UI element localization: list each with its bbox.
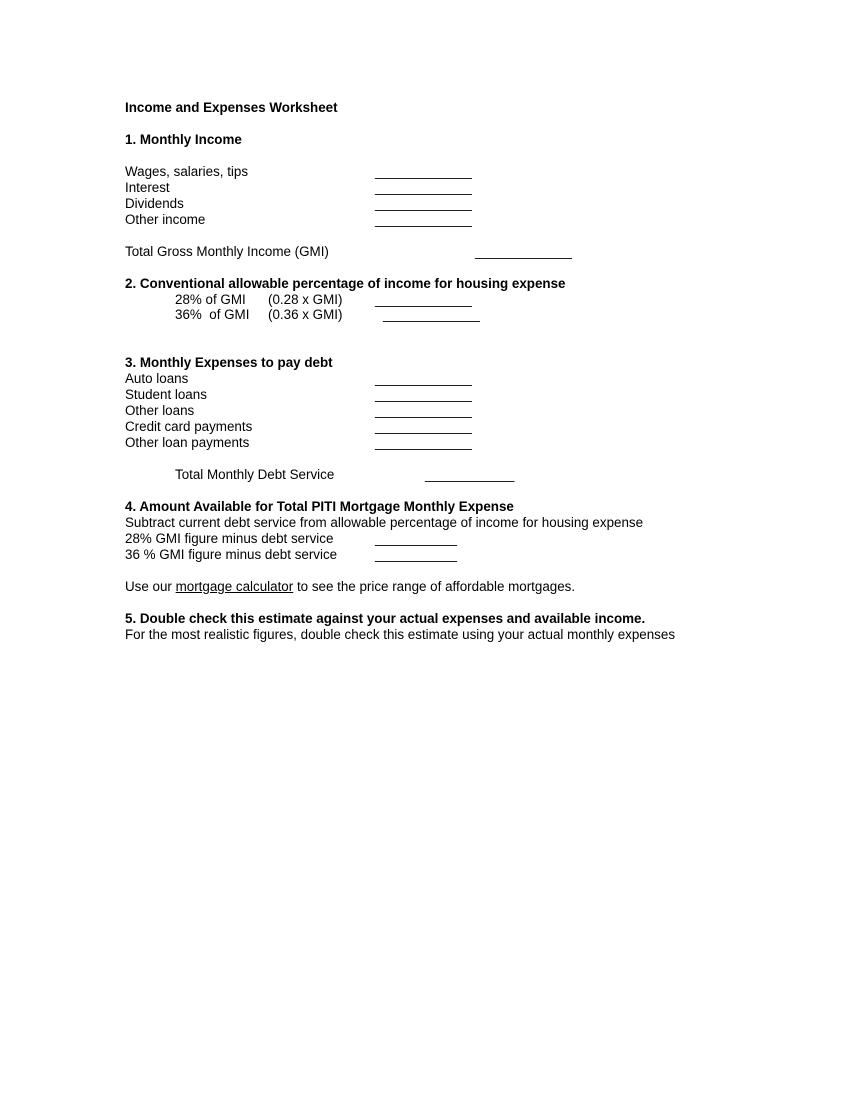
- income-blank-wages: _____________: [375, 164, 472, 179]
- debt-label-other-loan: Other loan payments: [125, 435, 250, 450]
- pct36-label: 36% of GMI: [175, 307, 250, 322]
- section5-heading: 5. Double check this estimate against your actual expenses and available income.: [125, 611, 646, 626]
- debt-blank-credit: _____________: [375, 419, 472, 434]
- calculator-prefix: Use our: [125, 579, 176, 594]
- debt-total-blank: ____________: [425, 467, 515, 482]
- debt-label-auto: Auto loans: [125, 371, 189, 386]
- income-blank-dividends: _____________: [375, 196, 472, 211]
- section3-heading: 3. Monthly Expenses to pay debt: [125, 355, 333, 370]
- debt-label-other: Other loans: [125, 403, 195, 418]
- income-blank-interest: _____________: [375, 180, 472, 195]
- section5-note: For the most realistic figures, double check this estimate using your actual monthly expenses: [125, 627, 676, 642]
- calculator-suffix: to see the price range of affordable mortgages.: [293, 579, 576, 594]
- debt-blank-auto: _____________: [375, 371, 472, 386]
- pct36-calc: (0.36 x GMI): [268, 307, 343, 322]
- debt-total-label: Total Monthly Debt Service: [175, 467, 335, 482]
- pct28-blank: _____________: [375, 292, 472, 307]
- debt-label-credit: Credit card payments: [125, 419, 253, 434]
- debt-blank-other: _____________: [375, 403, 472, 418]
- section4-heading: 4. Amount Available for Total PITI Mortgage Monthly Expense: [125, 499, 514, 514]
- avail28-blank: ___________: [375, 531, 457, 546]
- pct28-label: 28% of GMI: [175, 292, 246, 307]
- section1-heading: 1. Monthly Income: [125, 132, 242, 147]
- avail36-blank: ___________: [375, 547, 457, 562]
- document-title: Income and Expenses Worksheet: [125, 100, 338, 115]
- pct28-calc: (0.28 x GMI): [268, 292, 343, 307]
- debt-blank-student: _____________: [375, 387, 472, 402]
- income-label-interest: Interest: [125, 180, 170, 195]
- section2-heading: 2. Conventional allowable percentage of income for housing expense: [125, 276, 566, 291]
- income-blank-other: _____________: [375, 212, 472, 227]
- income-label-dividends: Dividends: [125, 196, 184, 211]
- gmi-total-blank: _____________: [475, 244, 572, 259]
- income-label-other: Other income: [125, 212, 206, 227]
- avail28-label: 28% GMI figure minus debt service: [125, 531, 334, 546]
- income-label-wages: Wages, salaries, tips: [125, 164, 249, 179]
- calculator-line: [125, 579, 575, 595]
- debt-blank-other-loan: _____________: [375, 435, 472, 450]
- avail36-label: 36 % GMI figure minus debt service: [125, 547, 338, 562]
- debt-label-student: Student loans: [125, 387, 207, 402]
- mortgage-calculator-link[interactable]: mortgage calculator: [175, 579, 294, 594]
- gmi-total-label: Total Gross Monthly Income (GMI): [125, 244, 329, 259]
- pct36-blank: _____________: [383, 307, 480, 322]
- section4-note: Subtract current debt service from allowable percentage of income for housing expense: [125, 515, 644, 530]
